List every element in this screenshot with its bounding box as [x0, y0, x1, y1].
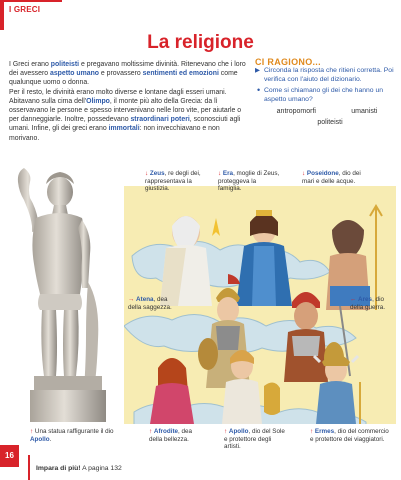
- god-label-zeus: ↓ Zeus, re degli dei, rappresentava la giustizia.: [145, 170, 201, 193]
- god-label-hera: ↓ Era, moglie di Zeus, proteggeva la famiglia.: [218, 170, 280, 193]
- paragraph-text: , il monte più alto della Grecia: da lì osservavano le persone e spesso intervenivano nelle loro vite, per aiutarle o per danneggiarle. Inoltre, possedevano: [9, 97, 242, 124]
- down-arrow-icon: ↓: [302, 170, 306, 177]
- god-label-athena: → Atena, dea della saggezza.: [128, 296, 172, 311]
- keyword: politeisti: [50, 61, 80, 68]
- god-label-hermes: ↑ Ermes, dio del commercio e protettore dei viaggiatori.: [310, 428, 389, 443]
- answer-option[interactable]: antropomorfi: [276, 108, 316, 116]
- main-paragraph: [9, 60, 249, 143]
- paragraph-text: : non invecchiavano e non morivano.: [9, 125, 220, 142]
- ci-ragiono-title: CI RAGIONO...: [255, 57, 321, 67]
- statue-caption: ↑ Una statua raffigurante il dio Apollo.: [30, 428, 114, 443]
- god-label-ares: ← Ares, dio della guerra.: [350, 296, 386, 311]
- section-tab: [0, 0, 4, 30]
- keyword: sentimenti ed emozioni: [142, 70, 219, 78]
- up-arrow-icon: ↑: [30, 428, 34, 435]
- paragraph-text: come qualunque uomo o donna.: [9, 70, 238, 87]
- up-arrow-icon: ↑: [310, 428, 314, 435]
- ci-ragiono-box: [255, 57, 395, 126]
- section-label: I GRECI: [9, 5, 41, 14]
- keyword: immortali: [108, 125, 140, 133]
- page-number: 16: [5, 451, 14, 460]
- god-label-poseidon: ↓ Poseidone, dio dei mari e delle acque.: [302, 170, 361, 185]
- play-arrow-icon: ▶: [255, 67, 260, 74]
- answer-options: [255, 108, 395, 115]
- keyword: aspetto umano: [49, 70, 99, 78]
- answer-option[interactable]: politeisti: [317, 119, 343, 127]
- paragraph-text: e pregavano moltissime divinità. Ritenevano che i loro dei avessero: [9, 61, 246, 78]
- apollo-statue-image: [6, 162, 118, 424]
- header-rule: [4, 0, 62, 2]
- god-label-aphrodite: ↑ Afrodite, dea della bellezza.: [149, 428, 193, 443]
- bullet-icon: •: [257, 85, 261, 96]
- left-arrow-icon: ←: [350, 296, 357, 303]
- keyword: Olimpo: [86, 97, 110, 105]
- paragraph-text: Per il resto, le divinità erano molto diverse e lontane dagli esseri umani. Abitavano sulla cima dell': [9, 88, 227, 105]
- right-arrow-icon: →: [128, 296, 135, 303]
- ci-ragiono-question: • Come si chiamano gli dei che hanno un aspetto umano?: [257, 85, 384, 103]
- footer-rule: [28, 455, 30, 480]
- up-arrow-icon: ↑: [224, 428, 228, 435]
- down-arrow-icon: ↓: [218, 170, 222, 177]
- answer-option[interactable]: umanisti: [351, 108, 378, 116]
- paragraph-text: e provassero: [99, 70, 143, 78]
- keyword: straordinari poteri: [130, 116, 190, 124]
- ci-ragiono-instruction: ▶ Circonda la risposta che ritieni corretta. Poi verifica con l'aiuto del dizionario.: [255, 67, 394, 83]
- up-arrow-icon: ↑: [149, 428, 153, 435]
- page-title: La religione: [147, 32, 254, 53]
- paragraph-text: I Greci erano: [9, 61, 51, 68]
- down-arrow-icon: ↓: [145, 170, 149, 177]
- footer-note: Impara di più! A pagina 132: [36, 465, 122, 472]
- paragraph-text: , sconosciuti agli umani. Infine, gli dei greci erano: [9, 116, 241, 133]
- god-label-apollo: ↑ Apollo, dio del Sole e protettore degli artisti.: [224, 428, 285, 451]
